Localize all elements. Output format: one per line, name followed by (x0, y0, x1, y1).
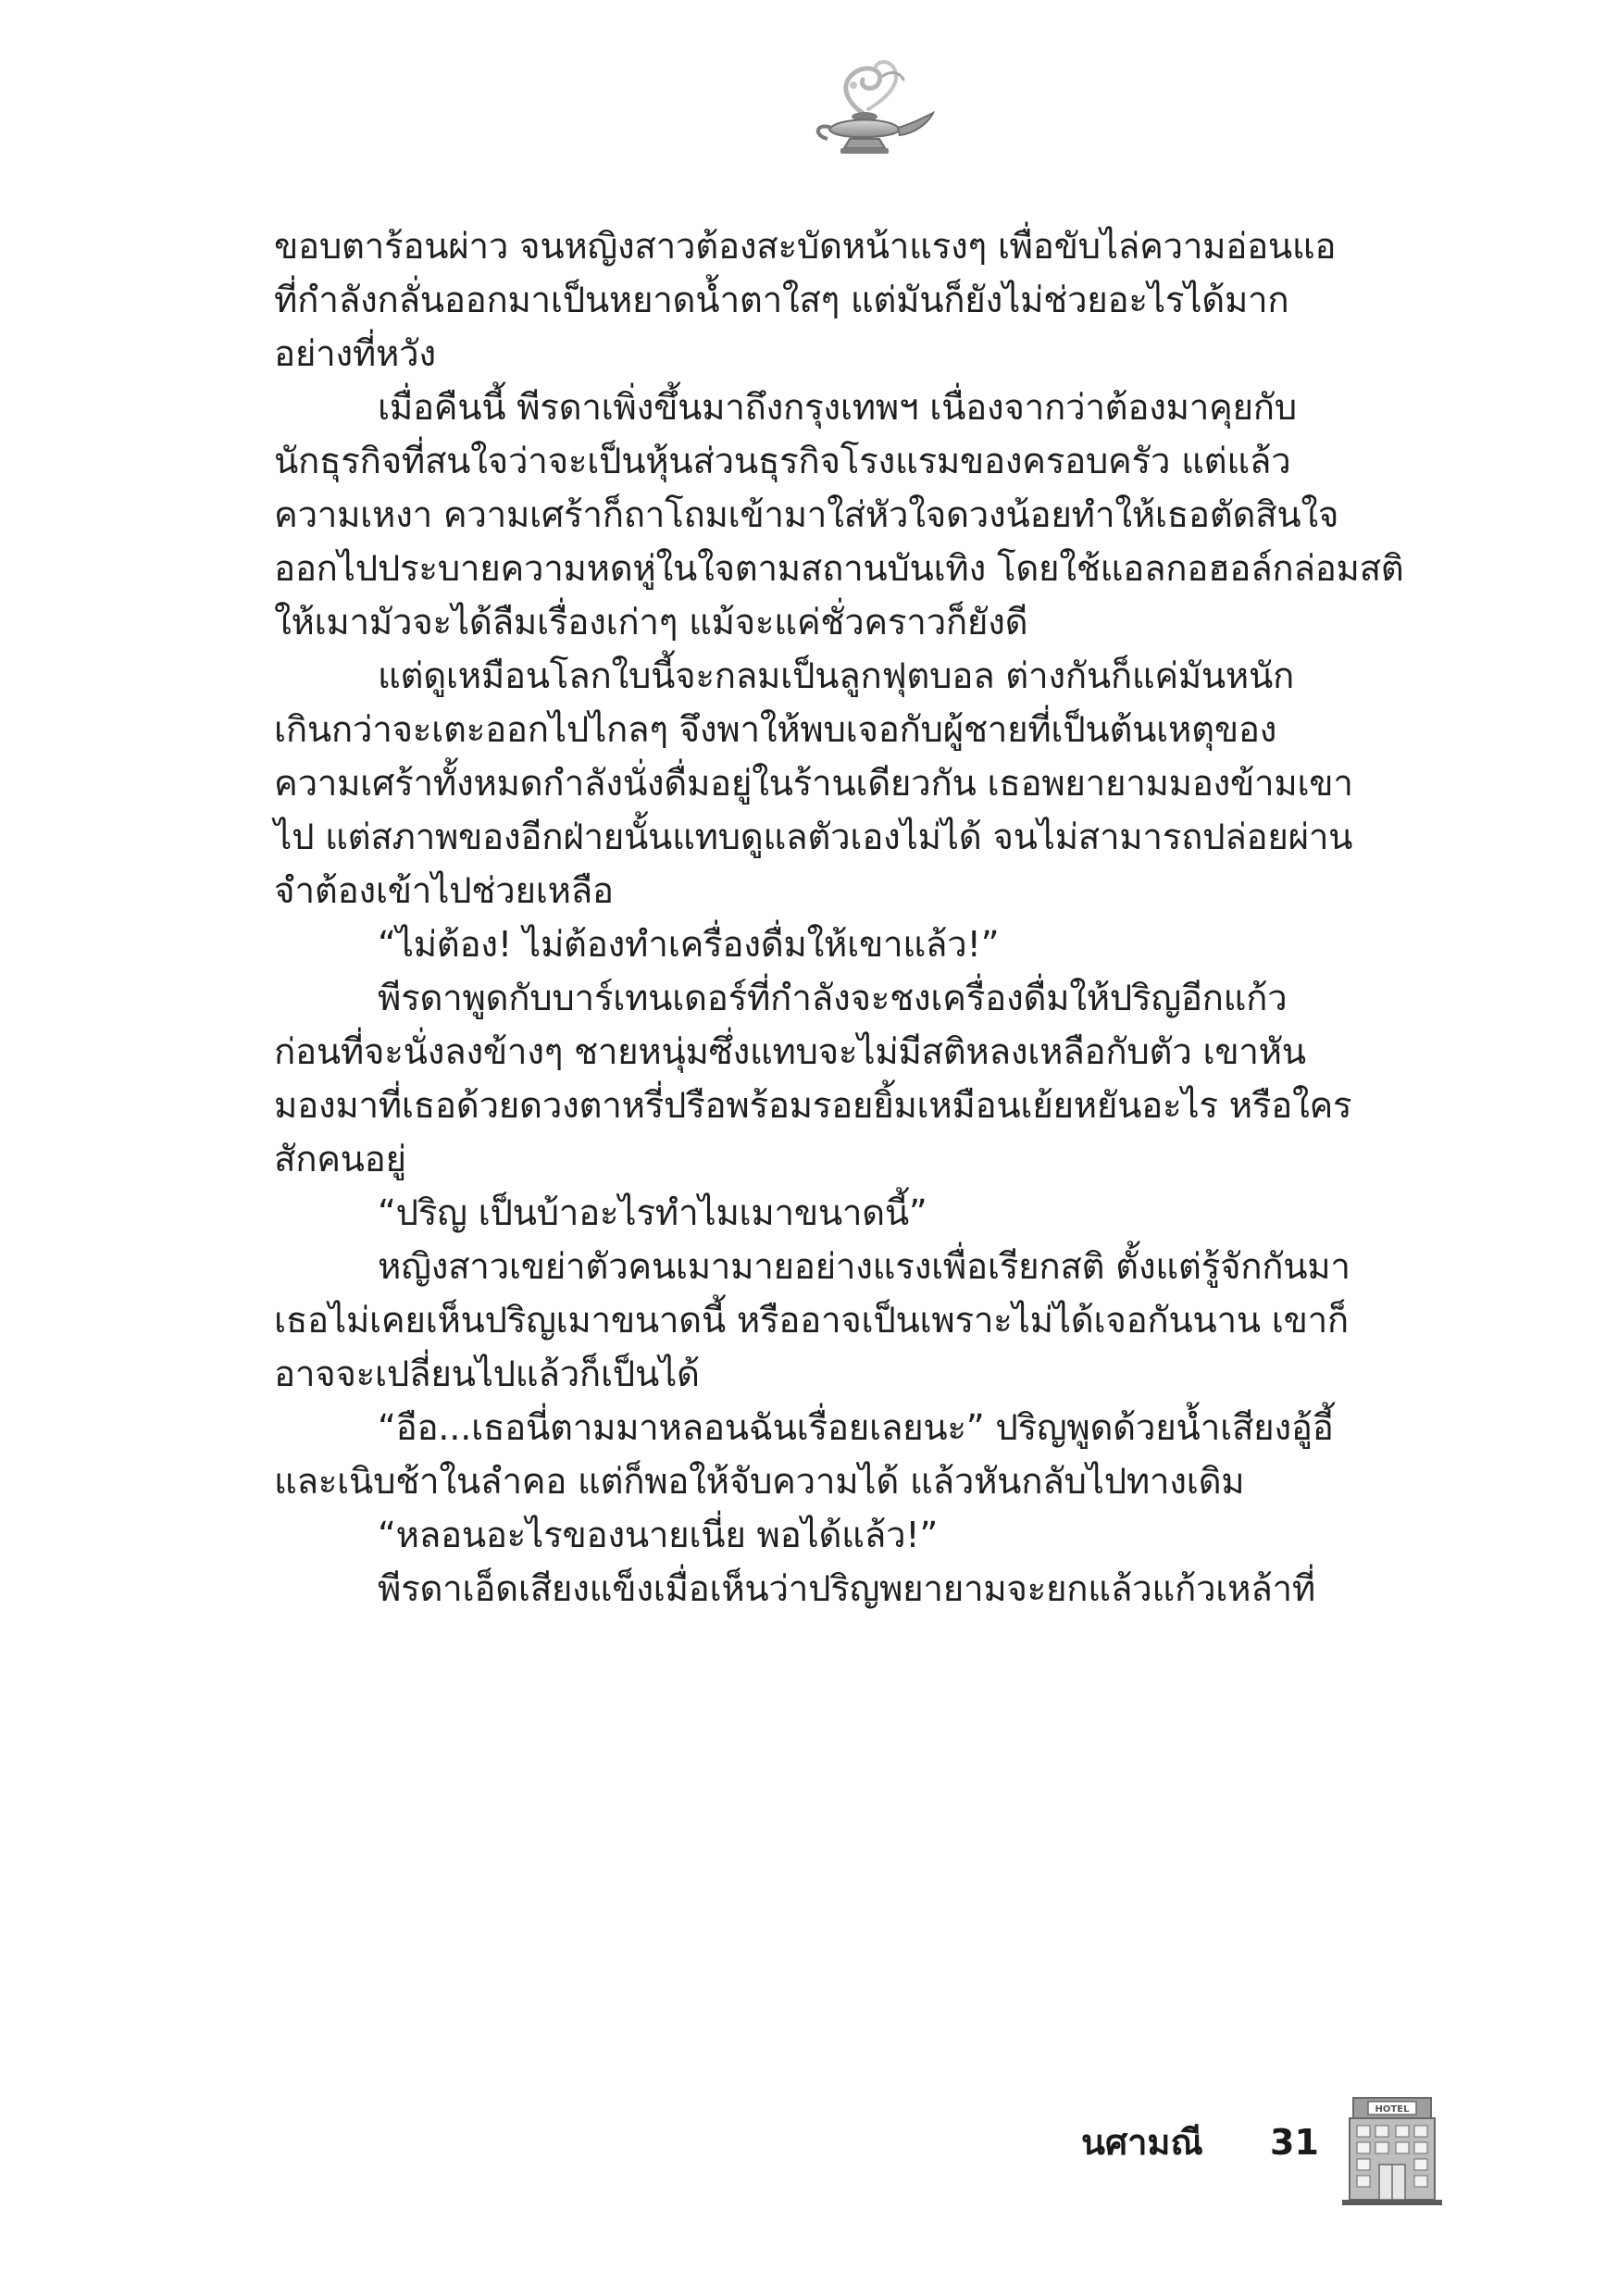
text-line: สักคนอยู่ (274, 1139, 406, 1180)
text-line: ให้เมามัวจะได้ลืมเรื่องเก่าๆ แม้จะแค่ชั่วคราวก็ยังดี (274, 602, 1028, 643)
text-line: “ไม่ต้อง! ไม่ต้องทำเครื่องดื่มให้เขาแล้ว!” (378, 924, 1000, 966)
author-name: นศามณี (1081, 2122, 1203, 2163)
hotel-sign-text: HOTEL (1375, 2104, 1410, 2115)
text-line: และเนิบช้าในลำคอ แต่ก็พอให้จับความได้ แล้วหันกลับไปทางเดิม (274, 1461, 1245, 1503)
text-line: ออกไปประบายความหดหู่ในใจตามสถานบันเทิง โดยใช้แอลกอฮอล์กล่อมสติ (274, 548, 1404, 590)
page-number: 31 (1270, 2122, 1319, 2163)
text-line: ก่อนที่จะนั่งลงข้างๆ ชายหนุ่มซึ่งแทบจะไม่มีสติหลงเหลือกับตัว เขาหัน (274, 1031, 1306, 1073)
text-line: ความเศร้าทั้งหมดกำลังนั่งดื่มอยู่ในร้านเดียวกัน เธอพยายามมองข้ามเขา (274, 763, 1353, 805)
text-line: พีรดาพูดกับบาร์เทนเดอร์ที่กำลังจะชงเครื่องดื่มให้ปริญอีกแก้ว (378, 978, 1288, 1019)
text-line: แต่ดูเหมือนโลกใบนี้จะกลมเป็นลูกฟุตบอล ต่างกันก็แค่มันหนัก (378, 655, 1295, 697)
text-line: “อือ...เธอนี่ตามมาหลอนฉันเรื่อยเลยนะ” ปริญพูดด้วยน้ำเสียงอู้อี้ (378, 1407, 1334, 1449)
text-line: “หลอนอะไรของนายเนี่ย พอได้แล้ว!” (378, 1515, 939, 1556)
hotel-building-icon (1340, 2094, 1444, 2207)
text-line: หญิงสาวเขย่าตัวคนเมามายอย่างแรงเพื่อเรียกสติ ตั้งแต่รู้จักกันมา (378, 1246, 1350, 1288)
text-line: ที่กำลังกลั่นออกมาเป็นหยาดน้ำตาใสๆ แต่มันก็ยังไม่ช่วยอะไรได้มาก (274, 280, 1289, 321)
text-line: ไป แต่สภาพของอีกฝ่ายนั้นแทบดูแลตัวเองไม่ได้ จนไม่สามารถปล่อยผ่าน (274, 817, 1353, 858)
body-text (274, 220, 1466, 1616)
text-line: เมื่อคืนนี้ พีรดาเพิ่งขึ้นมาถึงกรุงเทพฯ เนื่องจากว่าต้องมาคุยกับ (378, 387, 1297, 429)
text-line: อาจจะเปลี่ยนไปแล้วก็เป็นได้ (274, 1354, 700, 1395)
text-line: ความเหงา ความเศร้าก็ถาโถมเข้ามาใส่หัวใจดวงน้อยทำให้เธอตัดสินใจ (274, 494, 1339, 536)
page-footer (0, 2094, 1618, 2215)
genie-lamp-icon (798, 56, 937, 159)
text-line: เธอไม่เคยเห็นปริญเมาขนาดนี้ หรืออาจเป็นเพราะไม่ได้เจอกันนาน เขาก็ (274, 1300, 1349, 1341)
text-line: จำต้องเข้าไปช่วยเหลือ (274, 870, 614, 912)
text-line: ขอบตาร้อนผ่าว จนหญิงสาวต้องสะบัดหน้าแรงๆ เพื่อขับไล่ความอ่อนแอ (274, 226, 1337, 268)
text-line: อย่างที่หวัง (274, 333, 436, 375)
text-line: เกินกว่าจะเตะออกไปไกลๆ จึงพาให้พบเจอกับผู้ชายที่เป็นต้นเหตุของ (274, 709, 1277, 751)
text-line: พีรดาเอ็ดเสียงแข็งเมื่อเห็นว่าปริญพยายามจะยกแล้วแก้วเหล้าที่ (378, 1568, 1315, 1610)
text-line: มองมาที่เธอด้วยดวงตาหรี่ปรือพร้อมรอยยิ้มเหมือนเย้ยหยันอะไร หรือใคร (274, 1085, 1352, 1127)
text-line: นักธุรกิจที่สนใจว่าจะเป็นหุ้นส่วนธุรกิจโรงแรมของครอบครัว แต่แล้ว (274, 441, 1291, 482)
text-line: “ปริญ เป็นบ้าอะไรทำไมเมาขนาดนี้” (378, 1192, 927, 1234)
